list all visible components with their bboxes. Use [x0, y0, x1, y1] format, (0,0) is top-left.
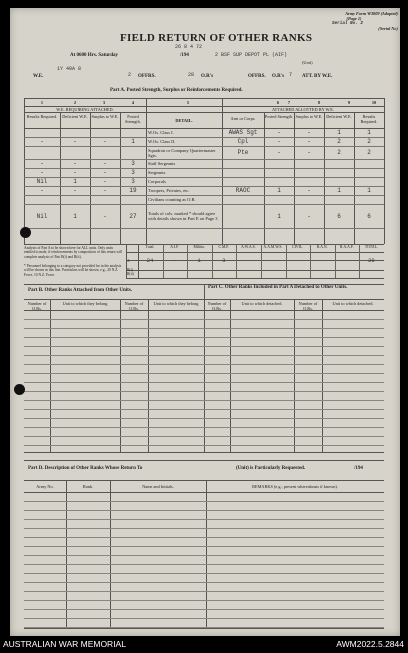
- value-cell: [294, 177, 324, 186]
- analysis-cell: 1: [197, 257, 201, 264]
- value-cell: 27: [129, 212, 137, 220]
- value-cell: 19: [129, 187, 137, 194]
- ruled-line: [24, 346, 384, 347]
- value-cell: -: [103, 178, 107, 185]
- ruled-line: [24, 445, 384, 446]
- col-num: 6: [276, 100, 280, 105]
- value-cell: -: [103, 160, 107, 167]
- form-id: [310, 11, 398, 31]
- value-cell: [120, 195, 146, 204]
- part-a-title: Part A. Posted Strength, Surplus or Reinforcements Required.: [110, 88, 243, 93]
- analysis-divider: [212, 244, 213, 278]
- col-num: 9: [347, 100, 351, 105]
- analysis-header: CIVIL.: [292, 245, 304, 249]
- col-num: 3: [102, 100, 106, 105]
- unit-typed: 2 BSF SUP DEPOT PL (AIF): [215, 52, 288, 58]
- ruled-line: [24, 510, 384, 511]
- ruled-line: [24, 418, 384, 419]
- footer-left: AUSTRALIAN WAR MEMORIAL: [3, 639, 126, 649]
- value-cell: -: [73, 187, 77, 194]
- detail-cell: Staff Sergeants: [148, 161, 176, 166]
- value-cell: -: [103, 169, 107, 176]
- footer-right: AWM2022.5.2844: [336, 639, 404, 649]
- value-cell: 3: [131, 178, 135, 185]
- value-cell: -: [40, 160, 44, 167]
- analysis-divider: [335, 244, 336, 278]
- value-cell: -: [40, 169, 44, 176]
- value-cell: [354, 195, 384, 204]
- ruled-line: [24, 355, 384, 356]
- value-cell: [120, 146, 146, 159]
- part-d-lines: [24, 492, 384, 628]
- arm-cell: [222, 168, 264, 177]
- analysis-divider: [261, 244, 262, 278]
- part-c-title: Part C. Other Ranks Included in Part A Detached to Other Units.: [208, 285, 348, 290]
- ruled-line: [24, 591, 384, 592]
- value-cell: [294, 195, 324, 204]
- value-cell: -: [103, 187, 107, 194]
- col-header: Arm or Corps.: [230, 116, 256, 121]
- date-stamp: 26 8 4 72: [175, 44, 203, 50]
- part-b-col: Unit to which they belong: [62, 301, 108, 306]
- ruled-line: [24, 582, 384, 583]
- value-cell: -: [307, 187, 311, 194]
- punch-hole-bottom: [14, 384, 25, 395]
- part-d-date: /194: [354, 466, 363, 471]
- value-cell: -: [40, 138, 44, 145]
- form-title: FIELD RETURN OF OTHER RANKS: [120, 32, 313, 44]
- analysis-divider: [310, 244, 311, 278]
- value-cell: -: [307, 149, 311, 156]
- value-cell: 1: [277, 187, 281, 194]
- we-label: W.E.: [33, 74, 44, 79]
- ors-label: O.R's: [201, 74, 214, 79]
- analysis-header: A.W.A.S.: [241, 245, 256, 249]
- part-d-title: Part D. Description of Other Ranks Whose Return To: [28, 466, 143, 471]
- we-typed: 1Y 40A 8: [57, 66, 82, 72]
- part-b-col: Number of O.Rs.: [27, 301, 47, 311]
- col-header: Surplus to W.E.: [295, 114, 323, 119]
- detail-cell: Totals of cols. marked * should agree with details shown in Part E on Page 3: [148, 211, 218, 221]
- att-label: ATT. BY W.E.: [302, 74, 333, 79]
- detail-cell: Corporals: [148, 179, 166, 184]
- part-a-row: [24, 146, 384, 160]
- value-cell: [264, 168, 294, 177]
- part-a-rows: [24, 128, 384, 228]
- value-cell: 1: [277, 212, 281, 220]
- col-num: 8: [317, 100, 321, 105]
- col-num: 1: [40, 100, 44, 105]
- analysis-divider: [163, 244, 164, 278]
- ruled-line: [24, 537, 384, 538]
- col-numbers: [24, 100, 384, 106]
- arm-cell: [222, 177, 264, 186]
- value-cell: 2: [367, 138, 371, 145]
- value-cell: [24, 128, 60, 137]
- part-d-col: Rank.: [82, 484, 94, 489]
- value-cell: [24, 195, 60, 204]
- col-header: Results Required.: [26, 114, 58, 119]
- value-cell: [354, 177, 384, 186]
- offrs-val: 2: [128, 72, 132, 78]
- analysis-cell: 24: [146, 257, 154, 264]
- ruled-line: [24, 373, 384, 374]
- analysis-row-label: B(ii): [127, 272, 134, 276]
- part-c-col: Unit to which detached.: [241, 301, 283, 306]
- form-serial-label: (Serial No): [378, 26, 398, 31]
- ruled-line: [24, 627, 384, 628]
- ruled-line: [24, 364, 384, 365]
- value-cell: [90, 146, 120, 159]
- ruled-line: [24, 528, 384, 529]
- col-header: Results Required.: [360, 114, 378, 124]
- detail-cell: Sergeants: [148, 170, 166, 175]
- ruled-line: [24, 501, 384, 502]
- unit-label: (Unit): [302, 60, 313, 65]
- analysis-cell: 28: [368, 257, 375, 264]
- analysis-note: Analysis of Part A to be shown here for ALL units. Only units entitled to male, if reinforcements by composition of this return will complete analysis of Part B(i) and B(ii).: [24, 246, 122, 259]
- part-c-col: Number of O.Rs.: [207, 301, 227, 311]
- part-c-col: Number of O.Rs.: [298, 301, 318, 311]
- value-cell: -: [277, 149, 281, 156]
- right-group-header: ATTACHED ALLOTTED BY W.E.: [272, 107, 334, 112]
- analysis-divider: [359, 244, 360, 278]
- value-cell: -: [307, 129, 311, 136]
- analysis-header: TOTAL.: [364, 245, 378, 249]
- ruled-line: [24, 328, 384, 329]
- part-a-row: [24, 204, 384, 229]
- arm-cell: [222, 204, 264, 228]
- value-cell: -: [103, 212, 107, 220]
- value-cell: [324, 195, 354, 204]
- ruled-line: [24, 427, 384, 428]
- analysis-header: Total.: [145, 245, 155, 249]
- part-bc-lines: [24, 310, 384, 452]
- analysis-divider: [286, 244, 287, 278]
- ruled-line: [24, 319, 384, 320]
- value-cell: [90, 195, 120, 204]
- col-num: 4: [131, 100, 135, 105]
- ruled-line: [24, 409, 384, 410]
- analysis-header: R.A.A.F.: [339, 245, 354, 249]
- ruled-line: [24, 573, 384, 574]
- value-cell: -: [307, 138, 311, 145]
- ruled-line: [24, 555, 384, 556]
- analysis-divider: [187, 244, 188, 278]
- part-d-col: Name and Initials.: [142, 484, 174, 489]
- part-c-col: Unit to which detached.: [332, 301, 374, 306]
- value-cell: [354, 168, 384, 177]
- value-cell: [120, 128, 146, 137]
- value-cell: 1: [73, 212, 77, 220]
- value-cell: -: [73, 169, 77, 176]
- part-b-col: Unit to which they belong: [153, 301, 199, 306]
- value-cell: 1: [131, 138, 135, 145]
- detail-cell: Civilians counting as O.R.: [148, 197, 196, 202]
- value-cell: Nil: [36, 178, 48, 185]
- analysis-header: C.M.F.: [218, 245, 230, 249]
- value-cell: -: [40, 187, 44, 194]
- value-cell: [294, 168, 324, 177]
- value-cell: [60, 195, 90, 204]
- form-id-line: Army Form W3009 (Adopted): [345, 11, 398, 16]
- value-cell: [264, 195, 294, 204]
- form-id-page: (Page 1): [346, 16, 362, 21]
- ruled-line: [24, 600, 384, 601]
- value-cell: 3: [131, 160, 135, 167]
- analysis-header: A.I.F.: [170, 245, 179, 249]
- ors2-label: O.R's: [272, 74, 285, 79]
- analysis-header: A.A.M.W.S.: [263, 245, 283, 249]
- arm-cell: [222, 159, 264, 168]
- ruled-line: [24, 564, 384, 565]
- value-cell: 1: [367, 129, 371, 136]
- part-b-col: Number of O.Rs.: [124, 301, 144, 311]
- ruled-line: [24, 400, 384, 401]
- detail-cell: Squadron or Company Quartermaster Sgts.: [148, 147, 216, 158]
- value-cell: [264, 159, 294, 168]
- value-cell: 1: [367, 187, 371, 194]
- offrs-label: OFFRS.: [138, 74, 156, 79]
- arm-cell: Pte: [237, 149, 249, 156]
- detail-cell: W.Os. Class I.: [148, 130, 174, 135]
- analysis-grid: [126, 244, 384, 278]
- arm-cell: Cpl: [237, 138, 249, 145]
- value-cell: [354, 159, 384, 168]
- arm-cell: RAOC: [235, 187, 251, 194]
- col-header: Deficient W.E.: [326, 114, 352, 119]
- analysis-header: R.A.N.: [316, 245, 328, 249]
- value-cell: [60, 146, 90, 159]
- ruled-line: [24, 337, 384, 338]
- value-cell: 1: [337, 129, 341, 136]
- value-cell: -: [277, 129, 281, 136]
- value-cell: 1: [73, 178, 77, 185]
- value-cell: -: [73, 160, 77, 167]
- ruled-line: [24, 618, 384, 619]
- value-cell: [324, 159, 354, 168]
- col-num: 2: [73, 100, 77, 105]
- analysis-row-label: B(i): [127, 268, 133, 272]
- part-b-title: Part B. Other Ranks Attached from Other Units.: [28, 288, 133, 293]
- analysis-note-2: * Personnel belonging to a category not provided for in the analysis will be shown in this line. Particulars will be shown, e.g., 20 N.Z. Force, 10 N.Z. Force.: [24, 264, 122, 277]
- ruled-line: [24, 382, 384, 383]
- value-cell: 1: [337, 187, 341, 194]
- col-header: Surplus to W.E.: [91, 114, 119, 119]
- ors2-val: 7: [289, 72, 293, 78]
- value-cell: [90, 128, 120, 137]
- col-header: Posted Strength.: [125, 114, 141, 124]
- value-cell: -: [307, 212, 311, 220]
- ruled-line: [24, 519, 384, 520]
- col-header: Posted Strength.: [264, 114, 294, 119]
- value-cell: [324, 177, 354, 186]
- year-label: /194: [180, 53, 189, 58]
- value-cell: -: [73, 138, 77, 145]
- analysis-divider: [236, 244, 237, 278]
- value-cell: 2: [337, 149, 341, 156]
- ors-val: 28: [188, 72, 195, 78]
- offrs2-label: OFFRS.: [248, 74, 266, 79]
- value-cell: 2: [337, 138, 341, 145]
- value-cell: 2: [367, 149, 371, 156]
- arm-cell: [222, 195, 264, 204]
- form-serial: Serial No. 2: [332, 21, 363, 26]
- value-cell: [324, 168, 354, 177]
- value-cell: Nil: [36, 212, 48, 220]
- value-cell: [24, 146, 60, 159]
- value-cell: -: [103, 138, 107, 145]
- analysis-row-label: A: [127, 259, 130, 263]
- part-d-col: REMARKS (e.g., present whereabouts if known).: [252, 484, 338, 489]
- col-header: Deficient W.E.: [62, 114, 88, 119]
- value-cell: 6: [337, 212, 341, 220]
- ruled-line: [24, 609, 384, 610]
- value-cell: [60, 128, 90, 137]
- col-num: 7: [287, 100, 291, 105]
- value-cell: 3: [131, 169, 135, 176]
- analysis-cell: 3: [222, 257, 226, 264]
- punch-hole-top: [20, 227, 31, 238]
- ruled-line: [24, 391, 384, 392]
- part-d-col: Army No.: [36, 484, 54, 489]
- time-line: At 0600 Hrs. Saturday: [70, 53, 119, 58]
- ruled-line: [24, 436, 384, 437]
- col-num: 10: [371, 100, 377, 105]
- value-cell: 6: [367, 212, 371, 220]
- left-group-header: W.E. REQUIRING ATTACHED.: [56, 107, 114, 112]
- part-d-title-2: (Unit) is Particularly Requested.: [236, 466, 306, 471]
- analysis-header: Militia.: [193, 245, 205, 249]
- arm-cell: AWAS Sgt: [228, 129, 258, 136]
- value-cell: -: [277, 138, 281, 145]
- analysis-cell: -: [172, 257, 177, 264]
- detail-cell: Troopers, Privates, etc.: [148, 188, 190, 193]
- value-cell: [264, 177, 294, 186]
- col-num: 5: [186, 100, 190, 105]
- ruled-line: [24, 546, 384, 547]
- detail-header: DETAIL.: [175, 118, 193, 123]
- detail-cell: W.Os. Class II.: [148, 139, 176, 144]
- value-cell: [294, 159, 324, 168]
- form-paper: [10, 8, 400, 636]
